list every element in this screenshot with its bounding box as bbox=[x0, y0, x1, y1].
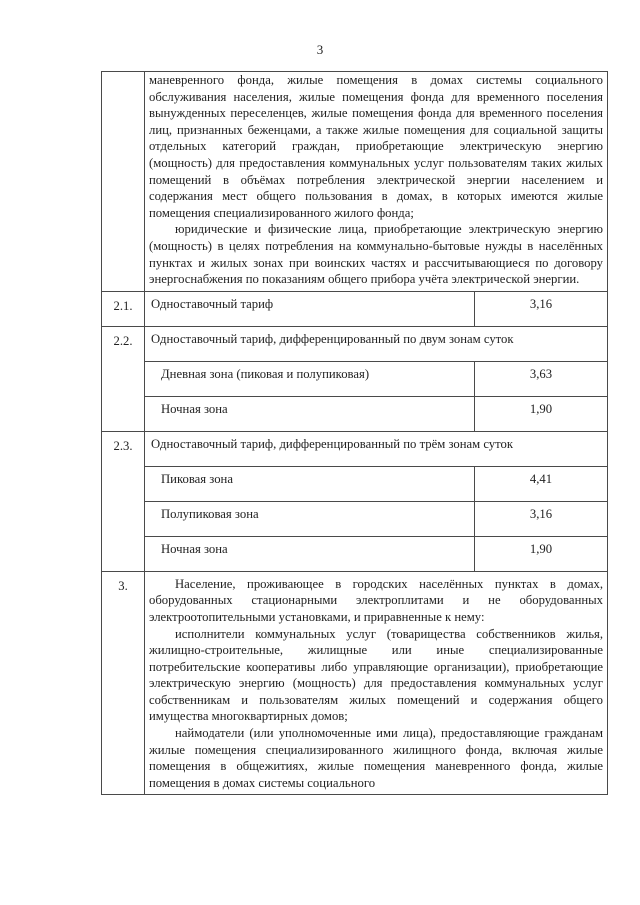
tariff-name: Одноставочный тариф bbox=[145, 291, 475, 326]
table-row-zone bbox=[102, 361, 608, 396]
row-3-text bbox=[145, 571, 608, 795]
row-number: 3. bbox=[102, 571, 145, 795]
paragraph: наймодатели (или уполномоченные ими лица), предоставляющие гражданам жилые помещения специализированного жилищного фонда, включая жилые помещения в общежитиях, жилые помещения маневренного фонда, жилые помещения в домах системы социального bbox=[149, 726, 604, 790]
zone-value: 4,41 bbox=[475, 466, 608, 501]
tariff-group-title: Одноставочный тариф, дифференцированный по двум зонам суток bbox=[145, 326, 608, 361]
zone-name: Ночная зона bbox=[145, 536, 475, 571]
tariff-table bbox=[101, 71, 608, 795]
zone-name: Пиковая зона bbox=[145, 466, 475, 501]
row-number: 2.2. bbox=[102, 326, 145, 431]
paragraph: юридические и физические лица, приобретающие электрическую энергию (мощность) в целях потребления на коммунально-бытовые нужды в населённых пунктах и жилых зонах при воинских частях и рассчитывающиеся по договору энергоснабжения по показаниям общего прибора учёта электрической энергии. bbox=[149, 222, 604, 287]
table-row-continuation bbox=[102, 72, 608, 292]
row-number: 2.1. bbox=[102, 291, 145, 326]
table-row-2-3 bbox=[102, 431, 608, 466]
zone-value: 1,90 bbox=[475, 536, 608, 571]
paragraph: исполнители коммунальных услуг (товарищества собственников жилья, жилищно-строительные, жилищные или иные специализированные потребительские кооперативы либо управляющие организации), приобретающие электрическую энергию (мощность) для предоставления коммунальных услуг собственникам и пользователям жилых помещений и содержания общего имущества многоквартирных домов; bbox=[149, 626, 604, 724]
page-number: 3 bbox=[316, 42, 324, 57]
row-number-cell bbox=[102, 72, 145, 292]
zone-name: Полупиковая зона bbox=[145, 501, 475, 536]
table-row-2-1 bbox=[102, 291, 608, 326]
zone-name: Ночная зона bbox=[145, 396, 475, 431]
table-row-zone bbox=[102, 466, 608, 501]
table-row-zone bbox=[102, 536, 608, 571]
zone-value: 1,90 bbox=[475, 396, 608, 431]
paragraph: Население, проживающее в городских населённых пунктах в домах, оборудованных стационарными электроплитами и не оборудованных электроотопительными установками, и приравненные к нему: bbox=[149, 576, 604, 624]
table-row-2-2 bbox=[102, 326, 608, 361]
zone-value: 3,63 bbox=[475, 361, 608, 396]
row-number: 2.3. bbox=[102, 431, 145, 571]
zone-value: 3,16 bbox=[475, 501, 608, 536]
zone-name: Дневная зона (пиковая и полупиковая) bbox=[145, 361, 475, 396]
tariff-group-title: Одноставочный тариф, дифференцированный по трём зонам суток bbox=[145, 431, 608, 466]
continuation-text bbox=[145, 72, 608, 292]
paragraph: маневренного фонда, жилые помещения в домах системы социального обслуживания населения, жилые помещения фонда для временного поселения вынужденных переселенцев, жилые помещения фонда для временного поселения лиц, признанных беженцами, а также жилые помещения для социальной защиты отдельных категорий граждан, приобретающие электрическую энергию (мощность) для предоставления коммунальных услуг пользователям таких жилых помещений в объёмах потребления электрической энергии населением и содержания мест общего пользования в домах, в которых имеются жилые помещения специализированного жилого фонда; bbox=[149, 73, 604, 220]
table-row-zone bbox=[102, 501, 608, 536]
tariff-value: 3,16 bbox=[475, 291, 608, 326]
table-row-zone bbox=[102, 396, 608, 431]
table-row-3 bbox=[102, 571, 608, 795]
